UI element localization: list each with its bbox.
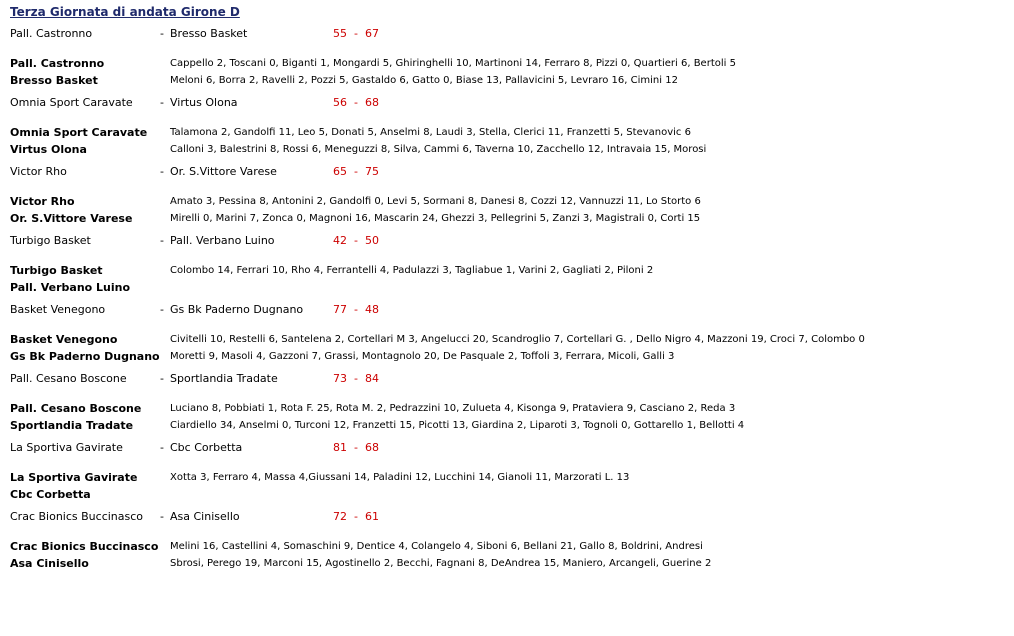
home-score: 73 — [333, 372, 347, 385]
results-page — [10, 4, 1010, 572]
away-players: Sbrosi, Perego 19, Marconi 15, Agostinello 2, Becchi, Fagnani 8, DeAndrea 15, Maniero, Arcangeli, Guerine 2 — [170, 558, 712, 569]
home-score: 55 — [333, 27, 347, 40]
score-separator: - — [354, 372, 358, 385]
away-score: 68 — [364, 441, 379, 454]
match-block — [10, 234, 1010, 296]
match-block — [10, 303, 1010, 365]
home-team-name: Pall. Cesano Boscone — [10, 402, 142, 415]
home-team: Turbigo Basket — [10, 234, 91, 247]
away-players: Moretti 9, Masoli 4, Gazzoni 7, Grassi, Montagnolo 20, De Pasquale 2, Toffoli 3, Ferrara, Micoli, Galli 3 — [170, 351, 675, 362]
final-score — [333, 441, 379, 455]
home-team-name: Basket Venegono — [10, 333, 118, 346]
away-score: 75 — [364, 165, 379, 178]
home-roster-row — [10, 193, 1010, 210]
home-score: 56 — [333, 96, 347, 109]
away-score: 61 — [364, 510, 379, 523]
home-score: 77 — [333, 303, 347, 316]
score-separator: - — [354, 234, 358, 247]
matches-list — [10, 27, 1010, 572]
home-roster-row — [10, 124, 1010, 141]
match-block — [10, 27, 1010, 89]
vs-separator: - — [160, 234, 164, 247]
home-score: 65 — [333, 165, 347, 178]
home-players: Xotta 3, Ferraro 4, Massa 4,Giussani 14, Paladini 12, Lucchini 14, Gianoli 11, Marzorati L. 13 — [170, 472, 630, 483]
away-roster-row — [10, 417, 1010, 434]
score-separator: - — [354, 303, 358, 316]
match-result-row — [10, 303, 1010, 317]
home-team: Omnia Sport Caravate — [10, 96, 133, 109]
match-result-row — [10, 372, 1010, 386]
home-roster-row — [10, 469, 1010, 486]
home-team-name: Crac Bionics Buccinasco — [10, 540, 159, 553]
final-score — [333, 165, 379, 179]
score-separator: - — [354, 510, 358, 523]
away-team-name: Virtus Olona — [10, 143, 87, 156]
away-roster-row — [10, 555, 1010, 572]
away-score: 84 — [364, 372, 379, 385]
away-roster-row — [10, 486, 1010, 503]
away-team: Or. S.Vittore Varese — [170, 165, 277, 178]
home-team-name: Victor Rho — [10, 195, 75, 208]
home-roster-row — [10, 331, 1010, 348]
away-team: Bresso Basket — [170, 27, 248, 40]
score-separator: - — [354, 27, 358, 40]
away-players: Calloni 3, Balestrini 8, Rossi 6, Meneguzzi 8, Silva, Cammi 6, Taverna 10, Zacchello 12, Intravaia 15, Morosi — [170, 144, 707, 155]
match-result-row — [10, 441, 1010, 455]
home-roster-row — [10, 538, 1010, 555]
away-team: Virtus Olona — [170, 96, 238, 109]
home-players: Luciano 8, Pobbiati 1, Rota F. 25, Rota M. 2, Pedrazzini 10, Zulueta 4, Kisonga 9, Prataviera 9, Casciano 2, Reda 3 — [170, 403, 736, 414]
final-score — [333, 234, 379, 248]
home-roster-row — [10, 55, 1010, 72]
home-team: Pall. Castronno — [10, 27, 93, 40]
away-team-name: Pall. Verbano Luino — [10, 281, 131, 294]
score-separator: - — [354, 96, 358, 109]
away-team: Sportlandia Tradate — [170, 372, 278, 385]
vs-separator: - — [160, 303, 164, 316]
home-players: Amato 3, Pessina 8, Antonini 2, Gandolfi 0, Levi 5, Sormani 8, Danesi 8, Cozzi 12, Vannuzzi 11, Lo Storto 6 — [170, 196, 701, 207]
final-score — [333, 303, 379, 317]
match-block — [10, 510, 1010, 572]
match-block — [10, 372, 1010, 434]
away-team-name: Bresso Basket — [10, 74, 98, 87]
home-team: Victor Rho — [10, 165, 67, 178]
away-score: 67 — [364, 27, 379, 40]
home-team-name: Omnia Sport Caravate — [10, 126, 148, 139]
away-roster-row — [10, 141, 1010, 158]
match-block — [10, 165, 1010, 227]
vs-separator: - — [160, 441, 164, 454]
away-team: Asa Cinisello — [170, 510, 240, 523]
vs-separator: - — [160, 510, 164, 523]
match-block — [10, 441, 1010, 503]
home-players: Civitelli 10, Restelli 6, Santelena 2, Cortellari M 3, Angelucci 20, Scandroglio 7, Cortellari G. , Dello Nigro 4, Mazzoni 19, Croci 7, Colombo 0 — [170, 334, 865, 345]
match-result-row — [10, 234, 1010, 248]
home-players: Melini 16, Castellini 4, Somaschini 9, Dentice 4, Colangelo 4, Siboni 6, Bellani 21, Gallo 8, Boldrini, Andresi — [170, 541, 703, 552]
away-team: Pall. Verbano Luino — [170, 234, 275, 247]
home-players: Talamona 2, Gandolfi 11, Leo 5, Donati 5, Anselmi 8, Laudi 3, Stella, Clerici 11, Franzetti 5, Stevanovic 6 — [170, 127, 691, 138]
home-team: Pall. Cesano Boscone — [10, 372, 127, 385]
away-score: 50 — [364, 234, 379, 247]
page-title[interactable]: Terza Giornata di andata Girone D — [10, 5, 240, 19]
match-result-row — [10, 96, 1010, 110]
final-score — [333, 510, 379, 524]
match-result-row — [10, 165, 1010, 179]
score-separator: - — [354, 165, 358, 178]
away-roster-row — [10, 210, 1010, 227]
home-score: 72 — [333, 510, 347, 523]
home-roster-row — [10, 400, 1010, 417]
final-score — [333, 27, 379, 41]
away-team-name: Asa Cinisello — [10, 557, 89, 570]
home-team: Basket Venegono — [10, 303, 106, 316]
final-score — [333, 96, 379, 110]
home-score: 81 — [333, 441, 347, 454]
home-roster-row — [10, 262, 1010, 279]
vs-separator: - — [160, 96, 164, 109]
away-score: 68 — [364, 96, 379, 109]
match-result-row — [10, 27, 1010, 41]
home-team-name: Turbigo Basket — [10, 264, 103, 277]
away-team-name: Gs Bk Paderno Dugnano — [10, 350, 160, 363]
away-roster-row — [10, 72, 1010, 89]
away-roster-row — [10, 279, 1010, 296]
home-team: Crac Bionics Buccinasco — [10, 510, 144, 523]
vs-separator: - — [160, 372, 164, 385]
match-result-row — [10, 510, 1010, 524]
away-roster-row — [10, 348, 1010, 365]
home-players: Colombo 14, Ferrari 10, Rho 4, Ferrantelli 4, Padulazzi 3, Tagliabue 1, Varini 2, Gagliati 2, Piloni 2 — [170, 265, 654, 276]
match-block — [10, 96, 1010, 158]
vs-separator: - — [160, 27, 164, 40]
vs-separator: - — [160, 165, 164, 178]
home-team: La Sportiva Gavirate — [10, 441, 123, 454]
away-team-name: Cbc Corbetta — [10, 488, 91, 501]
home-players: Cappello 2, Toscani 0, Biganti 1, Mongardi 5, Ghiringhelli 10, Martinoni 14, Ferraro 8, Pizzi 0, Quartieri 6, Bertoli 5 — [170, 58, 736, 69]
home-score: 42 — [333, 234, 347, 247]
away-score: 48 — [364, 303, 379, 316]
home-team-name: La Sportiva Gavirate — [10, 471, 138, 484]
away-team: Gs Bk Paderno Dugnano — [170, 303, 304, 316]
home-team-name: Pall. Castronno — [10, 57, 105, 70]
away-players: Mirelli 0, Marini 7, Zonca 0, Magnoni 16, Mascarin 24, Ghezzi 3, Pellegrini 5, Zanzi 3, Magistrali 0, Corti 15 — [170, 213, 701, 224]
score-separator: - — [354, 441, 358, 454]
away-players: Meloni 6, Borra 2, Ravelli 2, Pozzi 5, Gastaldo 6, Gatto 0, Biase 13, Pallavicini 5, Levraro 16, Cimini 12 — [170, 75, 678, 86]
final-score — [333, 372, 379, 386]
away-players: Ciardiello 34, Anselmi 0, Turconi 12, Franzetti 15, Picotti 13, Giardina 2, Liparoti 3, Tognoli 0, Gottarello 1, Bellotti 4 — [170, 420, 745, 431]
away-team-name: Or. S.Vittore Varese — [10, 212, 133, 225]
away-team-name: Sportlandia Tradate — [10, 419, 134, 432]
away-team: Cbc Corbetta — [170, 441, 243, 454]
